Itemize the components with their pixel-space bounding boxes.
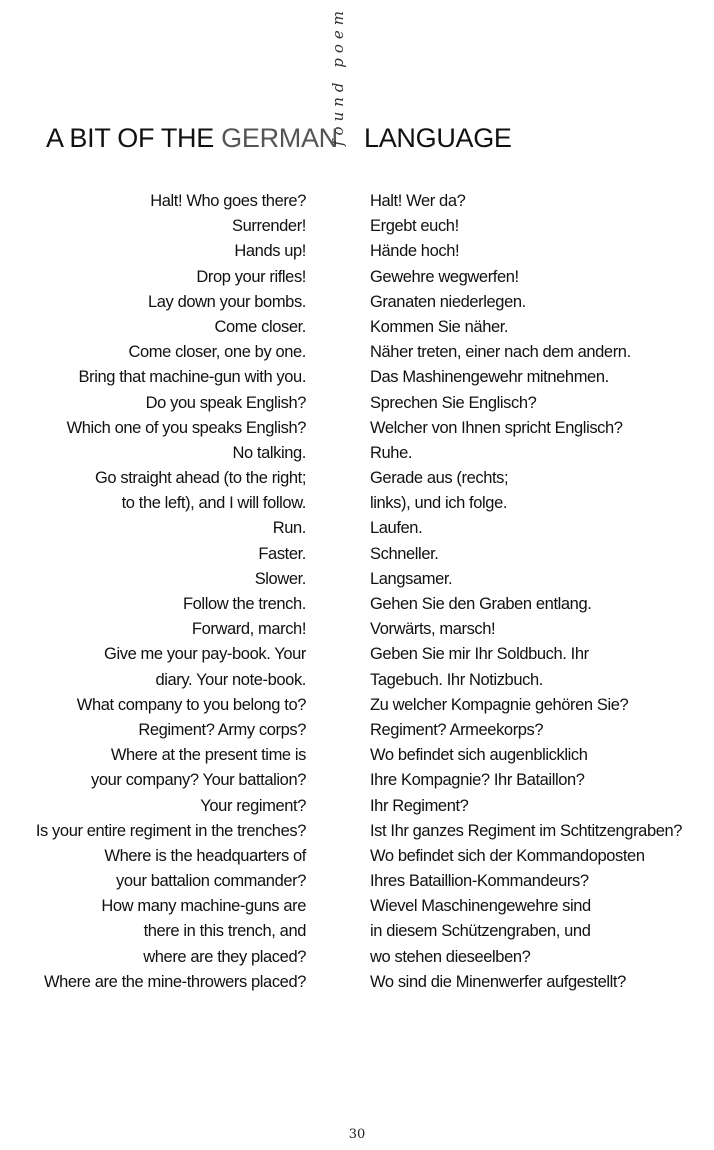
german-line: wo stehen dieseelben? bbox=[370, 947, 531, 966]
german-line: Geben Sie mir Ihr Soldbuch. Ihr bbox=[370, 645, 589, 664]
english-line: No talking. bbox=[232, 443, 306, 462]
english-line: Surrender! bbox=[232, 217, 306, 236]
german-column bbox=[370, 189, 682, 995]
english-line: How many machine-guns are bbox=[101, 897, 306, 916]
german-line: Laufen. bbox=[370, 519, 423, 538]
english-line: Come closer. bbox=[214, 317, 306, 336]
german-line: Langsamer. bbox=[370, 569, 453, 588]
german-line: Ergebt euch! bbox=[370, 217, 459, 236]
english-line: Give me your pay-book. Your bbox=[104, 645, 306, 664]
german-line: Ihr Regiment? bbox=[370, 796, 469, 815]
english-line: Your regiment? bbox=[200, 796, 306, 815]
title-light: GERMAN bbox=[221, 123, 338, 153]
english-line: Lay down your bombs. bbox=[147, 292, 306, 311]
german-line: Gerade aus (rechts; bbox=[370, 469, 509, 488]
german-line: Wo befindet sich der Kommandoposten bbox=[370, 846, 645, 865]
english-line: Drop your rifles! bbox=[196, 267, 306, 286]
german-line: Ihre Kompagnie? Ihr Bataillon? bbox=[370, 771, 585, 790]
german-line: links), und ich folge. bbox=[370, 494, 508, 513]
german-line: Ruhe. bbox=[370, 443, 413, 462]
page-title-left bbox=[46, 118, 338, 158]
german-line: Regiment? Armeekorps? bbox=[370, 720, 544, 739]
german-line: Hände hoch! bbox=[370, 242, 460, 261]
english-line: What company to you belong to? bbox=[76, 695, 306, 714]
page-number: 30 bbox=[348, 1127, 366, 1142]
english-column bbox=[36, 189, 306, 995]
german-line: Ihres Bataillion-Kommandeurs? bbox=[370, 872, 589, 891]
german-line: Granaten niederlegen. bbox=[370, 292, 526, 311]
german-line: in diesem Schützengraben, und bbox=[370, 922, 591, 941]
english-line: your battalion commander? bbox=[116, 872, 306, 891]
title-strong: A BIT OF THE bbox=[46, 123, 214, 153]
english-line: Run. bbox=[272, 519, 306, 538]
vertical-subtitle: found poem bbox=[329, 6, 347, 147]
german-line: Schneller. bbox=[370, 544, 439, 563]
english-line: Halt! Who goes there? bbox=[150, 192, 306, 210]
english-line: Go straight ahead (to the right; bbox=[95, 469, 306, 488]
english-line: Follow the trench. bbox=[182, 595, 306, 613]
english-line: there in this trench, and bbox=[143, 922, 306, 941]
german-line: Zu welcher Kompagnie gehören Sie? bbox=[370, 695, 629, 714]
english-line: Forward, march! bbox=[191, 620, 306, 639]
english-line: Faster. bbox=[258, 544, 306, 563]
german-line: Wo befindet sich augenblicklich bbox=[370, 746, 588, 765]
german-line: Kommen Sie näher. bbox=[370, 317, 509, 336]
german-line: Halt! Wer da? bbox=[370, 192, 466, 210]
german-line: Gewehre wegwerfen! bbox=[370, 267, 519, 286]
english-line: Do you speak English? bbox=[145, 393, 306, 412]
german-line: Wievel Maschinengewehre sind bbox=[370, 897, 591, 916]
english-line: diary. Your note-book. bbox=[155, 670, 306, 689]
german-line: Wo sind die Minenwerfer aufgestellt? bbox=[370, 972, 626, 991]
german-line: Das Mashinengewehr mitnehmen. bbox=[370, 368, 609, 387]
english-line: Come closer, one by one. bbox=[128, 343, 306, 362]
german-line: Ist Ihr ganzes Regiment im Schtitzengraben? bbox=[370, 821, 683, 840]
german-line: Tagebuch. Ihr Notizbuch. bbox=[370, 670, 543, 689]
english-line: Is your entire regiment in the trenches? bbox=[35, 821, 306, 840]
english-line: where are they placed? bbox=[143, 947, 306, 966]
english-line: Regiment? Army corps? bbox=[138, 720, 306, 739]
english-line: Bring that machine-gun with you. bbox=[78, 368, 306, 387]
german-line: Sprechen Sie Englisch? bbox=[370, 393, 537, 412]
english-line: Where are the mine-throwers placed? bbox=[43, 972, 306, 991]
english-line: Hands up! bbox=[234, 242, 306, 261]
german-line: Welcher von Ihnen spricht Englisch? bbox=[370, 418, 623, 437]
english-line: your company? Your battalion? bbox=[91, 771, 306, 790]
english-line: Slower. bbox=[254, 569, 306, 588]
german-line: Vorwärts, marsch! bbox=[370, 620, 496, 639]
german-line: Näher treten, einer nach dem andern. bbox=[370, 343, 631, 362]
english-line: Where at the present time is bbox=[110, 746, 306, 765]
page-title-right: LANGUAGE bbox=[364, 123, 512, 153]
english-line: Where is the headquarters of bbox=[104, 846, 306, 865]
english-line: to the left), and I will follow. bbox=[121, 494, 306, 513]
english-line: Which one of you speaks English? bbox=[66, 418, 306, 437]
german-line: Gehen Sie den Graben entlang. bbox=[370, 595, 592, 613]
